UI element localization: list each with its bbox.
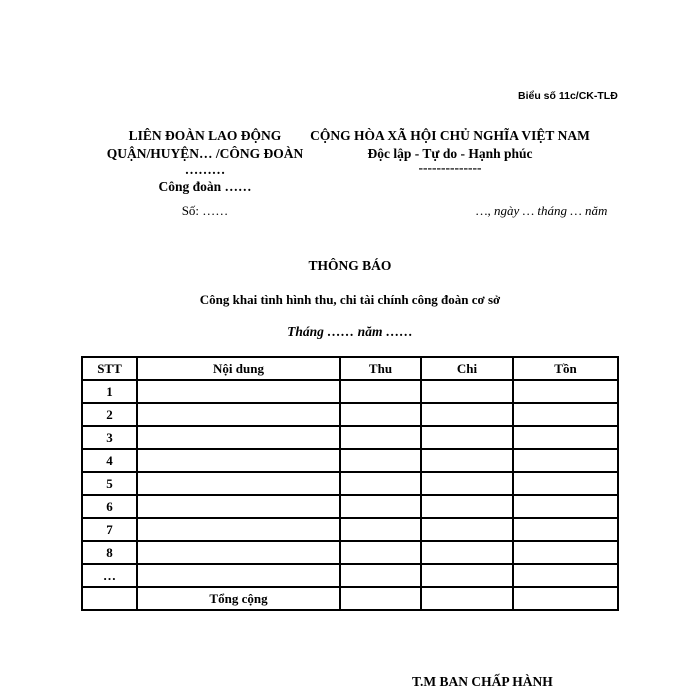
form-code: Biểu số 11c/CK-TLĐ — [518, 90, 618, 102]
motto: Độc lập - Tự do - Hạnh phúc — [367, 146, 533, 161]
motto-underline: -------------- — [418, 160, 482, 175]
table-row — [82, 564, 618, 587]
signature-title: T.M BAN CHẤP HÀNH — [412, 674, 553, 689]
row-stt: 6 — [82, 495, 137, 518]
notice-subtitle: Công khai tình hình thu, chi tài chính công đoàn cơ sở — [199, 292, 501, 307]
table-row — [82, 403, 618, 426]
row-stt: … — [82, 564, 137, 587]
table-row — [82, 495, 618, 518]
date-line: …, ngày … tháng … năm — [476, 203, 608, 218]
table-row — [82, 541, 618, 564]
col-header-stt: STT — [82, 357, 137, 380]
table-row — [82, 380, 618, 403]
org-line-1: LIÊN ĐOÀN LAO ĐỘNG — [128, 128, 282, 143]
org-line-3: ……… — [184, 162, 226, 177]
finance-table — [81, 356, 619, 611]
table-row — [82, 449, 618, 472]
col-header-balance: Tồn — [513, 357, 618, 380]
row-stt: 4 — [82, 449, 137, 472]
row-stt: 3 — [82, 426, 137, 449]
row-stt: 7 — [82, 518, 137, 541]
country-name: CỘNG HÒA XÃ HỘI CHỦ NGHĨA VIỆT NAM — [310, 128, 590, 143]
row-stt: 1 — [82, 380, 137, 403]
col-header-expense: Chi — [421, 357, 513, 380]
table-row — [82, 518, 618, 541]
table-header-row — [82, 357, 618, 380]
row-stt: 2 — [82, 403, 137, 426]
table-row — [82, 472, 618, 495]
table-row — [82, 426, 618, 449]
row-stt: 5 — [82, 472, 137, 495]
org-line-2: QUẬN/HUYỆN… /CÔNG ĐOÀN — [106, 146, 304, 161]
period: Tháng …… năm …… — [287, 324, 413, 339]
total-row — [82, 587, 618, 610]
document-number: Số: …… — [181, 203, 229, 218]
col-header-content: Nội dung — [137, 357, 340, 380]
org-line-4: Công đoàn …… — [158, 179, 252, 194]
row-stt: 8 — [82, 541, 137, 564]
notice-title: THÔNG BÁO — [308, 258, 392, 273]
total-label: Tổng cộng — [137, 587, 340, 610]
col-header-income: Thu — [340, 357, 421, 380]
